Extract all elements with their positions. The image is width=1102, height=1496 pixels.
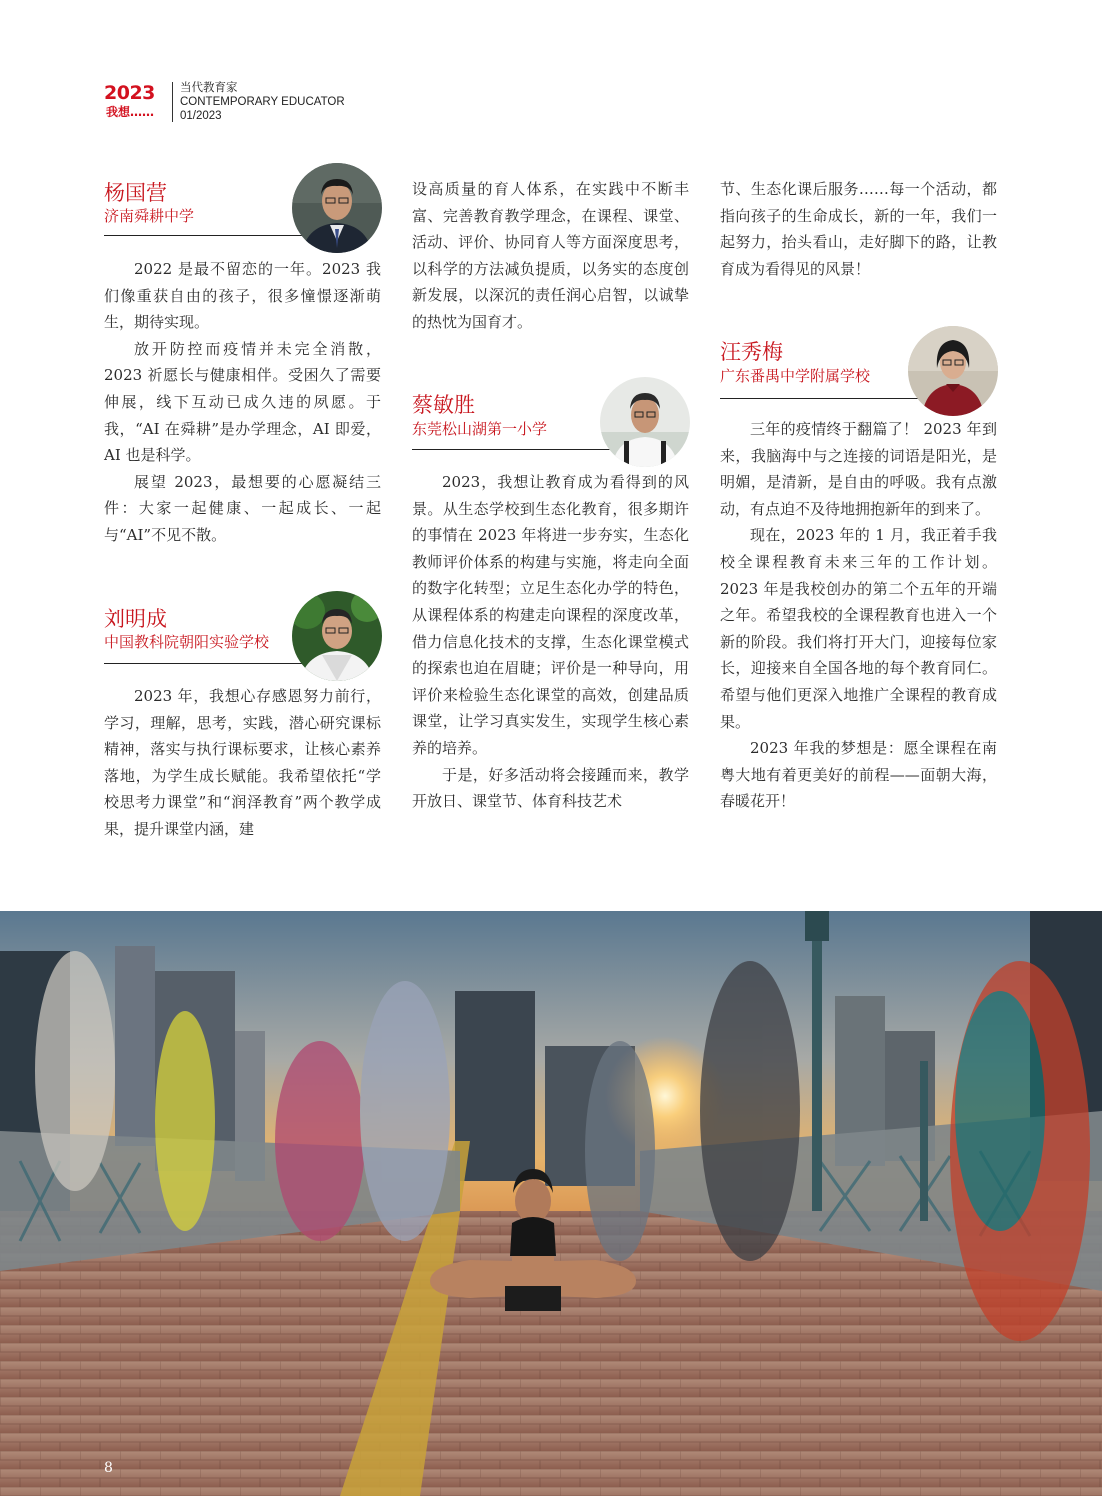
paragraph: 2023，我想让教育成为看得到的风景。从生态学校到生态化教育，很多期许的事情在 2023 年将进一步夯实，生态化教师评价体系的构建与实施，将走向全面的数字化转型；立足生态化办学的特色，从课程体系的构建走向课程的深度改革，借力信息化技术的支撑，生态化课堂模式的探索也迫在眉睫；评价是一种导向，用评价来检验生态化课堂的高效，创建品质课堂，让学习真实发生，实现学生核心素养的培养。: [412, 473, 689, 757]
header-year: 2023: [104, 82, 155, 104]
header-divider: [172, 82, 173, 122]
masthead: [180, 81, 345, 123]
page-number: 8: [104, 1460, 113, 1476]
issue-number: 01/2023: [180, 110, 222, 122]
author-underline: [412, 449, 612, 450]
author-text-continued: [412, 176, 689, 336]
author-name: 刘明成: [104, 607, 167, 631]
paragraph: 2023 年，我想心存感恩努力前行，学习，理解，思考，实践，潜心研究课标精神，落实与执行课标要求，让核心素养落地，为学生成长赋能。我希望依托“学校思考力课堂”和“润泽教育”两个教学成果，提升课堂内涵，建: [104, 687, 381, 838]
author-name: 汪秀梅: [720, 340, 783, 364]
author-underline: [720, 398, 920, 399]
city-bridge-photo: [0, 911, 1102, 1496]
author-text: [104, 683, 381, 843]
author-school: 济南舜耕中学: [104, 207, 195, 225]
author-portrait: [292, 163, 382, 253]
paragraph: 2022 是最不留恋的一年。2023 我们像重获自由的孩子，很多憧憬逐渐萌生，期待实现。: [104, 260, 381, 332]
author-text: [720, 416, 997, 815]
author-name: 杨国营: [104, 181, 167, 205]
paragraph: 节、生态化课后服务……每一个活动，都指向孩子的生命成长，新的一年，我们一起努力，抬头看山，走好脚下的路，让教育成为看得见的风景！: [720, 180, 997, 278]
paragraph: 放开防控而疫情并未完全消散，2023 祈愿长与健康相伴。受困久了需要伸展，线下互动已成久违的夙愿。于我，“AI 在舜耕”是办学理念，AI 即爱，AI 也是科学。: [104, 339, 381, 465]
header-subtitle: 我想……: [106, 105, 155, 119]
magazine-en-title: CONTEMPORARY EDUCATOR: [180, 96, 345, 108]
paragraph: 现在，2023 年的 1 月，我正着手我校全课程教育未来三年的工作计划。2023 年是我校创办的第二个五年的开端之年。希望我校的全课程教育也进入一个新的阶段。我们将打开大门，迎接每位家长，迎接来自全国各地的每个教育同仁。希望与他们更深入地推广全课程的教育成果。: [720, 526, 997, 731]
author-text: [104, 256, 381, 549]
author-underline: [104, 235, 304, 236]
author-portrait: [292, 591, 382, 681]
author-underline: [104, 663, 304, 664]
author-school: 东莞松山湖第一小学: [412, 420, 548, 438]
author-portrait: [600, 377, 690, 467]
author-text-continued: [720, 176, 997, 282]
paragraph: 于是，好多活动将会接踵而来，教学开放日、课堂节、体育科技艺术: [412, 765, 689, 811]
paragraph: 设高质量的育人体系，在实践中不断丰富、完善教育教学理念，在课程、课堂、活动、评价、协同育人等方面深度思考，以科学的方法减负提质，以务实的态度创新发展，以深沉的责任润心启智，以诚挚的热忱为国育才。: [412, 180, 689, 331]
author-portrait: [908, 326, 998, 416]
author-school: 广东番禺中学附属学校: [720, 367, 871, 385]
author-name: 蔡敏胜: [412, 393, 475, 417]
author-text: [412, 469, 689, 815]
paragraph: 展望 2023，最想要的心愿凝结三件：大家一起健康、一起成长、一起与“AI”不见不散。: [104, 472, 381, 544]
magazine-cn-title: 当代教育家: [180, 82, 238, 94]
paragraph: 三年的疫情终于翻篇了！ 2023 年到来，我脑海中与之连接的词语是阳光，是明媚，是清新，是自由的呼吸。我有点激动，有点迫不及待地拥抱新年的到来了。: [720, 420, 997, 518]
author-school: 中国教科院朝阳实验学校: [104, 633, 270, 651]
paragraph: 2023 年我的梦想是：愿全课程在南粤大地有着更美好的前程——面朝大海，春暖花开！: [720, 739, 997, 811]
